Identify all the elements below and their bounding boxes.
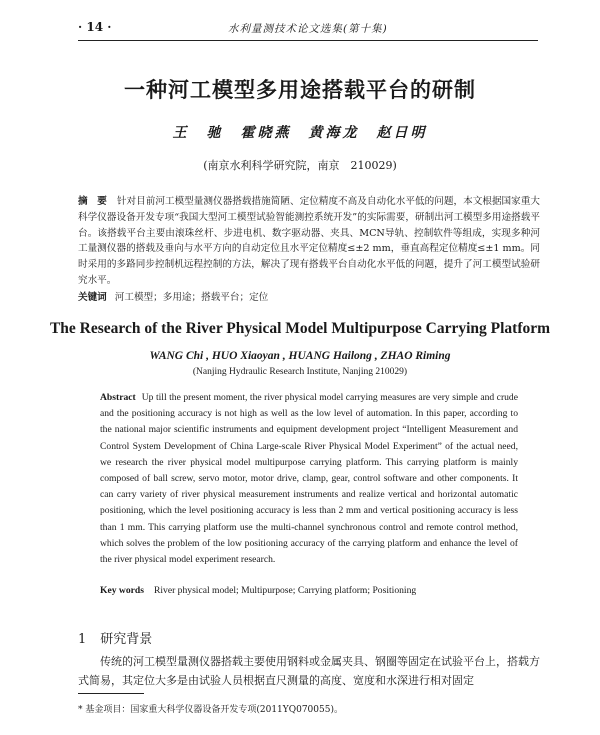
abstract-english	[100, 390, 518, 568]
section-body-text: 传统的河工模型量测仪器搭载主要使用钢料或金属夹具、钢圈等固定在试验平台上，搭载方式简易，其定位大多是由试验人员根据直尺测量的高度、宽度和水深进行相对固定	[78, 655, 540, 687]
keywords-chinese	[78, 289, 540, 303]
page-number: · 14 ·	[78, 20, 112, 34]
keywords-chinese-label: 关键词	[78, 292, 107, 303]
authors-chinese: 王 驰 霍晓燕 黄海龙 赵日明	[172, 125, 428, 141]
footnote: * 基金项目：国家重大科学仪器设备开发专项(2011YQ070055)。	[78, 705, 343, 715]
section-title: 研究背景	[100, 632, 153, 647]
title-chinese: 一种河工模型多用途搭载平台的研制	[124, 78, 476, 102]
keywords-english	[100, 585, 518, 596]
keywords-english-text: River physical model; Multipurpose; Carrying platform; Positioning	[153, 585, 417, 596]
affiliation-english: (Nanjing Hydraulic Research Institute, Nanjing 210029)	[192, 367, 408, 377]
section-heading	[78, 628, 152, 647]
footnote-rule	[78, 693, 144, 694]
section-number: 1	[78, 632, 87, 647]
title-english: The Research of the River Physical Model Multipurpose Carrying Platform	[49, 320, 551, 337]
abstract-english-label: Abstract	[100, 392, 136, 403]
authors-english: WANG Chi , HUO Xiaoyan , HUANG Hailong , ZHAO Riming	[149, 350, 451, 362]
page-header	[78, 20, 538, 40]
abstract-chinese-text: 针对目前河工模型量测仪器搭载措施简陋、定位精度不高及自动化水平低的问题，本文根据国家重大科学仪器设备开发专项“我国大型河工模型试验智能测控系统开发”的实际需要，研制出河工模型多用途搭载平台。该搭载平台主要由滚珠丝杆、步进电机、数字驱动器、夹具、MCN导轨、控制软件等组成，实现多种河工量测仪器的搭载及垂向与水平方向的自动定位且水平定位精度≤±2 mm，垂直高程定位精度≤±1 mm。同时采用的多路同步控制机远程控制的方法，解决了现有搭载平台自动化水平低的问题，提升了河工模型试验研究水平。	[78, 196, 541, 286]
affiliation-chinese: (南京水利科学研究院，南京 210029)	[203, 159, 397, 172]
abstract-chinese	[78, 194, 540, 289]
abstract-chinese-label: 摘 要	[78, 196, 107, 207]
keywords-english-label: Key words	[100, 585, 144, 596]
running-title: 水利量测技术论文选集(第十集)	[228, 23, 388, 35]
keywords-chinese-text: 河工模型；多用途；搭载平台；定位	[114, 292, 269, 303]
abstract-english-text: Up till the present moment, the river physical model carrying measures are very simple and crude and the positioning accuracy is not high as well as the low level of automation. In this paper, according to the national major scientific instruments and equipment development project “Intelligent Measurement and Control System Development of China Large-scale River Physical Model Experiment” of the actual need, we research the river physical model multipurpose carrying platform. This carrying platform is mainly composed of ball screw, servo motor, motor drive, clamp, gear, control software and other components. It can carry variety of river physical measurement instruments and realize vertical and horizontal automatic positioning, which the level positioning accuracy is less than 2 mm and vertical positioning accuracy is less than 1 mm. This carrying platform use the multi-channel synchronous control and remote control method, which solves the problem of the low positioning accuracy of the carrying platform and enhance the level of the river physical model experiment research.	[100, 392, 518, 566]
header-rule	[78, 40, 538, 41]
